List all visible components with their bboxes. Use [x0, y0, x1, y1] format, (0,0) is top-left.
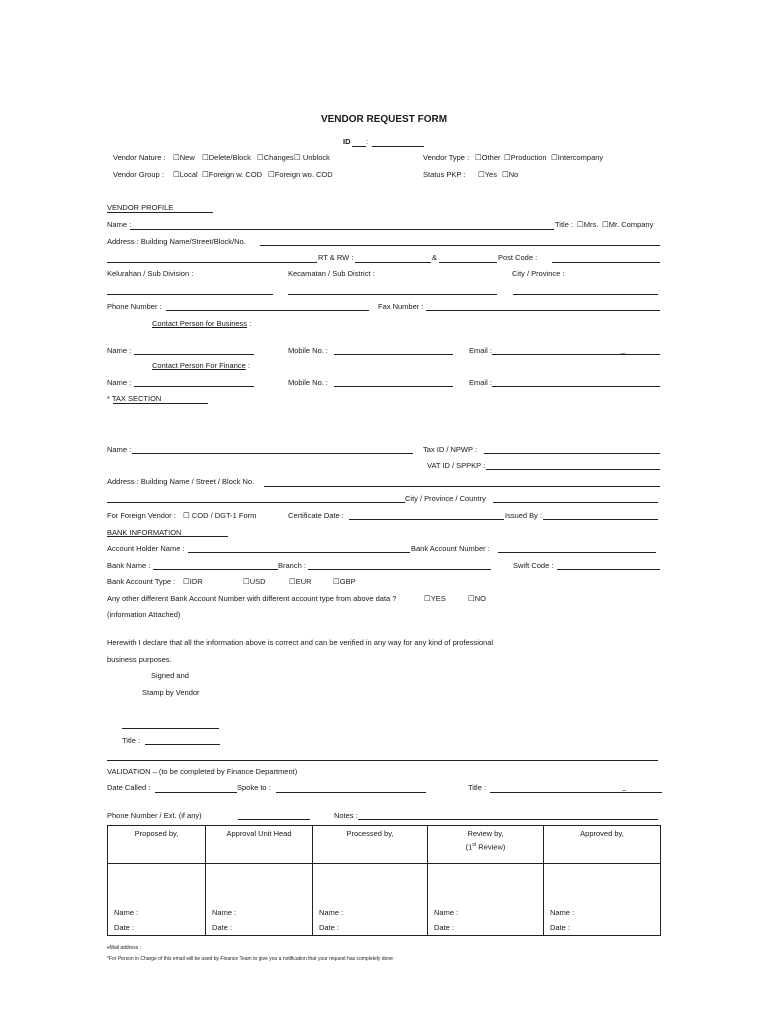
nature-new-label: New [179, 153, 195, 162]
profile-name-field[interactable] [130, 229, 554, 230]
kecamatan-field[interactable] [288, 294, 497, 295]
vat-id-field[interactable] [486, 469, 660, 470]
pkp-yes-label: Yes [484, 170, 497, 179]
nature-new-option[interactable]: ☐New [173, 153, 195, 162]
group-local-option[interactable]: ☐Local [173, 170, 198, 179]
pkp-no-option[interactable]: ☐No [502, 170, 519, 179]
other-account-no-option[interactable]: ☐NO [468, 594, 486, 603]
type-production-option[interactable]: ☐Production [504, 153, 547, 162]
footer-email-label: eMail address : [107, 945, 141, 951]
contact-business-text: Contact Person for Business [152, 319, 248, 328]
bank-name-label: Bank Name : [107, 561, 151, 570]
id-line-a[interactable] [352, 146, 366, 147]
review-note-post: Review) [476, 842, 506, 852]
tax-heading-text: TAX SECTION [111, 394, 162, 403]
tax-address-field[interactable] [264, 486, 660, 487]
currency-eur-label: EUR [295, 577, 312, 586]
approval-unit-head-cell[interactable] [206, 864, 313, 936]
currency-gbp-label: GBP [339, 577, 356, 586]
bank-name-field[interactable] [153, 569, 278, 570]
contact-finance-text: Contact Person For Finance [152, 361, 246, 370]
notes-label: Notes : [334, 811, 358, 820]
review-note-pre: (1 [465, 842, 473, 852]
issued-by-label: Issued By : [505, 511, 543, 520]
proposed-name-label: Name : [114, 908, 139, 917]
certificate-date-label: Certificate Date : [288, 511, 344, 520]
processed-by-cell[interactable] [313, 864, 428, 936]
nature-delete-option[interactable]: ☐Delete/Block [202, 153, 251, 162]
tax-id-label: Tax ID / NPWP : [423, 445, 478, 454]
signed-and-label: Signed and [151, 671, 189, 680]
bank-info-underline [107, 536, 228, 537]
review-note [434, 842, 537, 852]
tax-city-label: City / Province / Country [405, 494, 486, 503]
nature-changes-label: Changes [263, 153, 294, 162]
contact-business-colon: : [249, 319, 252, 328]
issued-by-field[interactable] [543, 519, 658, 520]
finance-email-label: Email : [469, 378, 492, 387]
review-name-label: Name : [434, 908, 459, 917]
city-province-label: City / Province : [512, 269, 565, 278]
header-processed-by: Processed by, [313, 826, 428, 864]
notes-field[interactable] [358, 819, 658, 820]
contact-finance-colon: : [247, 361, 250, 370]
fax-number-label: Fax Number : [378, 302, 424, 311]
tax-section-underline [113, 403, 208, 404]
vendor-nature-label: Vendor Nature : [113, 153, 166, 162]
vendor-type-label: Vendor Type : [423, 153, 470, 162]
contact-business-heading [152, 319, 251, 329]
rt-rw-label: RT & RW : [318, 253, 354, 262]
status-pkp-label: Status PKP : [423, 170, 466, 179]
validation-title-field[interactable] [490, 792, 662, 793]
form-title: VENDOR REQUEST FORM [320, 114, 448, 125]
currency-usd-option[interactable]: ☐USD [243, 577, 266, 586]
date-called-field[interactable] [155, 792, 237, 793]
bank-info-heading: BANK INFORMATION [107, 528, 182, 537]
tax-address-field-2[interactable] [107, 502, 405, 503]
header-approval-unit-head: Approval Unit Head [206, 826, 313, 864]
profile-address-label: Address : Building Name/Street/Block/No. [107, 237, 246, 246]
postcode-label: Post Code : [498, 253, 538, 262]
id-sep: : [366, 137, 369, 146]
vendor-group-label: Vendor Group : [113, 170, 164, 179]
business-email-tail: _ [621, 345, 626, 354]
tax-name-label: Name : [107, 445, 132, 454]
group-foreign-wo-option[interactable]: ☐Foreign wo. COD [268, 170, 333, 179]
title-mrs-label: Mrs. [583, 220, 599, 229]
phone-number-label: Phone Number : [107, 302, 162, 311]
processed-name-label: Name : [319, 908, 344, 917]
nature-unblock-label: Unblock [302, 153, 330, 162]
approval-name-label: Name : [212, 908, 237, 917]
review-note-sup: st [472, 842, 477, 848]
footer-note: *For Person in Charge of this email will be used by Finance Team to give you a notification that your request has completely done [107, 956, 393, 962]
tax-city-field[interactable] [493, 502, 658, 503]
approval-date-label: Date : [212, 923, 233, 932]
finance-email-field[interactable] [492, 386, 660, 387]
declaration-line-2: business purposes. [107, 655, 172, 664]
approval-table-header-row [108, 826, 661, 864]
other-account-no-label: NO [474, 594, 486, 603]
profile-address-field[interactable] [260, 245, 660, 246]
title-mr-company-option[interactable]: ☐Mr. Company [602, 220, 654, 229]
kelurahan-field[interactable] [107, 294, 273, 295]
review-date-label: Date : [434, 923, 455, 932]
pkp-yes-option[interactable]: ☐Yes [478, 170, 497, 179]
title-mrs-option[interactable]: ☐Mrs. [577, 220, 599, 229]
account-holder-label: Account Holder Name : [107, 544, 185, 553]
signature-line[interactable] [122, 728, 219, 729]
phone-ext-label: Phone Number / Ext. (if any) [107, 811, 202, 820]
currency-gbp-option[interactable]: ☐GBP [333, 577, 356, 586]
finance-mobile-field[interactable] [334, 386, 453, 387]
tax-star: * [107, 394, 110, 403]
stamp-by-vendor-label: Stamp by Vendor [142, 688, 200, 697]
phone-number-field[interactable] [166, 310, 369, 311]
proposed-date-label: Date : [114, 923, 135, 932]
header-approved-by: Approved by, [544, 826, 661, 864]
nature-unblock-option[interactable]: ☐ Unblock [294, 153, 330, 162]
vendor-profile-underline [107, 212, 213, 213]
account-holder-field[interactable] [188, 552, 410, 553]
currency-idr-option[interactable]: ☐IDR [183, 577, 203, 586]
currency-eur-option[interactable]: ☐EUR [289, 577, 312, 586]
nature-delete-label: Delete/Block [208, 153, 251, 162]
type-production-label: Production [510, 153, 547, 162]
kecamatan-label: Kecamatan / Sub District : [288, 269, 375, 278]
currency-usd-label: USD [249, 577, 266, 586]
account-number-label: Bank Account Number : [411, 544, 490, 553]
id-label: ID [343, 137, 351, 146]
approval-table-signature-row [108, 864, 661, 936]
type-other-option[interactable]: ☐Other [475, 153, 501, 162]
group-foreign-cod-label: Foreign w. COD [208, 170, 263, 179]
type-intercompany-option[interactable]: ☐Intercompany [551, 153, 604, 162]
cod-form-option[interactable]: ☐ COD / DGT-1 Form [183, 511, 257, 520]
proposed-by-cell[interactable] [108, 864, 206, 936]
tax-name-field[interactable] [132, 453, 413, 454]
profile-name-label: Name : [107, 220, 132, 229]
spoke-to-field[interactable] [276, 792, 426, 793]
finance-mobile-label: Mobile No. : [288, 378, 329, 387]
certificate-date-field[interactable] [349, 519, 504, 520]
validation-title-tail: _ [622, 782, 627, 791]
header-review-by-label: Review by, [467, 829, 504, 838]
tax-id-field[interactable] [484, 453, 660, 454]
finance-name-label: Name : [107, 378, 132, 387]
vendor-profile-heading: VENDOR PROFILE [107, 203, 174, 212]
other-account-yes-option[interactable]: ☐YES [424, 594, 446, 603]
approved-by-cell[interactable] [544, 864, 661, 936]
city-province-field[interactable] [513, 294, 658, 295]
nature-changes-option[interactable]: ☐Changes [257, 153, 294, 162]
phone-ext-field[interactable] [238, 819, 310, 820]
signer-title-label: Title : [122, 736, 141, 745]
rt-field[interactable] [355, 262, 431, 263]
account-number-field[interactable] [498, 552, 656, 553]
vat-id-label: VAT ID / SPPKP : [427, 461, 486, 470]
approved-name-label: Name : [550, 908, 575, 917]
validation-heading: VALIDATION – (to be completed by Finance Department) [107, 767, 298, 776]
postcode-field[interactable] [552, 262, 660, 263]
branch-label: Branch : [278, 561, 306, 570]
group-foreign-wo-label: Foreign wo. COD [274, 170, 333, 179]
cod-form-label: COD / DGT-1 Form [191, 511, 257, 520]
validation-separator [107, 760, 658, 761]
signer-title-field[interactable] [145, 744, 220, 745]
business-name-label: Name : [107, 346, 132, 355]
business-email-field[interactable] [492, 354, 660, 355]
header-proposed-by: Proposed by, [108, 826, 206, 864]
rw-field[interactable] [439, 262, 497, 263]
tax-address-label: Address : Building Name / Street / Block No. [107, 477, 255, 486]
date-called-label: Date Called : [107, 783, 151, 792]
information-attached-note: (information Attached) [107, 610, 181, 619]
title-mr-company-label: Mr. Company [608, 220, 654, 229]
spoke-to-label: Spoke to : [237, 783, 271, 792]
currency-idr-label: IDR [189, 577, 203, 586]
header-review-by [428, 826, 544, 864]
group-local-label: Local [179, 170, 198, 179]
branch-field[interactable] [308, 569, 491, 570]
swift-code-field[interactable] [557, 569, 660, 570]
group-foreign-cod-option[interactable]: ☐Foreign w. COD [202, 170, 263, 179]
contact-finance-heading [152, 361, 250, 371]
swift-code-label: Swift Code : [513, 561, 554, 570]
business-mobile-label: Mobile No. : [288, 346, 329, 355]
account-type-label: Bank Account Type : [107, 577, 176, 586]
validation-title-label: Title : [468, 783, 487, 792]
id-line-b[interactable] [372, 146, 424, 147]
profile-address-field-2[interactable] [107, 262, 317, 263]
declaration-line-1: Herewith I declare that all the information above is correct and can be verified in any way for any kind of professional [107, 638, 494, 647]
review-by-cell[interactable] [428, 864, 544, 936]
rt-rw-amp: & [432, 253, 438, 262]
type-intercompany-label: Intercompany [557, 153, 604, 162]
other-account-yes-label: YES [430, 594, 446, 603]
business-mobile-field[interactable] [334, 354, 453, 355]
processed-date-label: Date : [319, 923, 340, 932]
business-name-field[interactable] [134, 354, 254, 355]
fax-number-field[interactable] [426, 310, 660, 311]
approval-table [107, 825, 661, 936]
type-other-label: Other [481, 153, 501, 162]
foreign-vendor-label: For Foreign Vendor : [107, 511, 176, 520]
business-email-label: Email : [469, 346, 492, 355]
finance-name-field[interactable] [134, 386, 254, 387]
pkp-no-label: No [508, 170, 519, 179]
approved-date-label: Date : [550, 923, 571, 932]
profile-title-label: Title : [555, 220, 574, 229]
kelurahan-label: Kelurahan / Sub Division : [107, 269, 194, 278]
other-account-question: Any other different Bank Account Number with different account type from above data ? [107, 594, 397, 603]
